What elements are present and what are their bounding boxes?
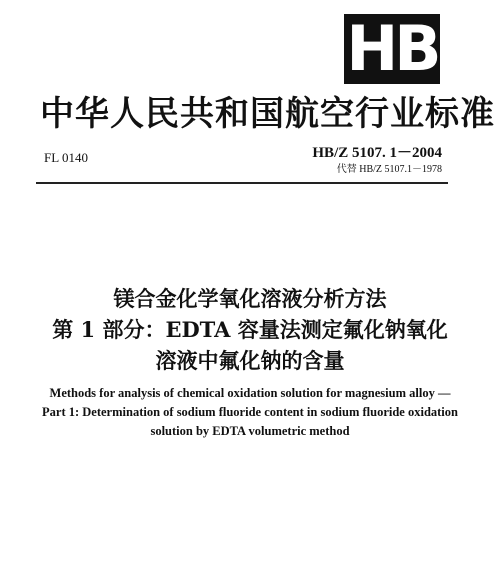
hb-logo — [344, 14, 440, 84]
standard-name: 中华人民共和国航空行业标准 — [40, 94, 495, 134]
header-divider — [36, 182, 448, 184]
replaces-standard: 代替 HB/Z 5107.1－1978 — [336, 164, 442, 175]
title-english-line-3: solution by EDTA volumetric method — [150, 424, 350, 438]
title-english-line-2: Part 1: Determination of sodium fluoride content in sodium fluoride oxidation — [42, 405, 458, 419]
standard-number: HB/Z 5107. 1－2004 — [312, 145, 442, 161]
hb-logo-text: HB — [346, 12, 438, 85]
title-chinese-line-2: 第 1 部分：EDTA 容量法测定氟化钠氧化 — [52, 317, 448, 342]
title-chinese-line-1: 镁合金化学氧化溶液分析方法 — [113, 286, 387, 311]
title-chinese — [20, 283, 480, 376]
classification-code: FL 0140 — [44, 150, 88, 165]
title-english-line-1: Methods for analysis of chemical oxidation solution for magnesium alloy — — [49, 386, 451, 400]
title-english — [20, 384, 480, 441]
title-chinese-line-3: 溶液中氟化钠的含量 — [155, 348, 345, 373]
